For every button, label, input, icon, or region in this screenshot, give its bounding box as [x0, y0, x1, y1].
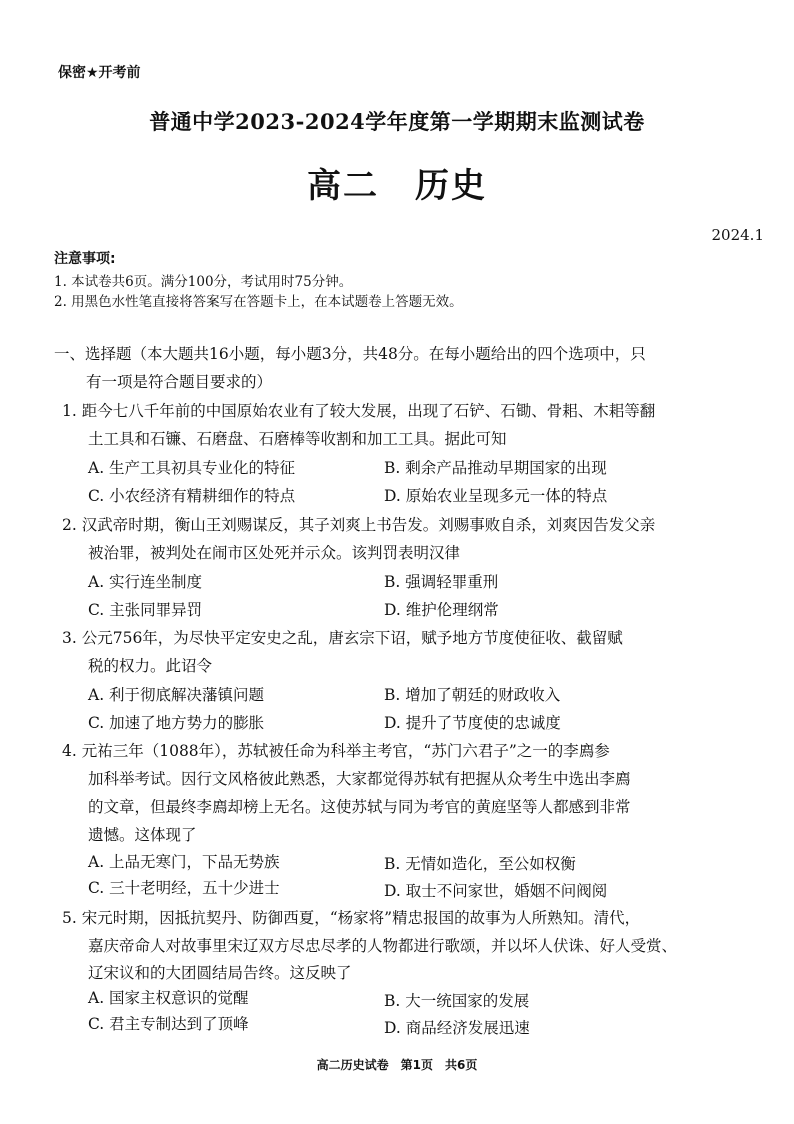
question-5-option-c: C. 君主专制达到了顶峰 [88, 1015, 249, 1033]
question-4-stem-line-4: 遗憾。这体现了 [88, 826, 197, 844]
question-1-option-c: C. 小农经济有精耕细作的特点 [88, 487, 296, 505]
subject-title: 高二 历史 [307, 166, 487, 206]
question-1-option-d: D. 原始农业呈现多元一体的特点 [384, 487, 608, 505]
notice-heading: 注意事项: [54, 251, 116, 267]
question-5-option-a: A. 国家主权意识的觉醒 [88, 989, 249, 1007]
question-3-option-d: D. 提升了节度使的忠诚度 [384, 714, 561, 732]
exam-date: 2024.1 [711, 226, 764, 244]
question-4-stem-line-3: 的文章，但最终李廌却榜上无名。这使苏轼与同为考官的黄庭坚等人都感到非常 [88, 798, 631, 816]
question-3-option-a: A. 利于彻底解决藩镇问题 [88, 686, 265, 704]
question-4-option-c: C. 三十老明经，五十少进士 [88, 879, 280, 897]
question-1-option-b: B. 剩余产品推动早期国家的出现 [384, 459, 607, 477]
notice-item-1: 1. 本试卷共6页。满分100分，考试用时75分钟。 [54, 274, 353, 290]
question-4-option-d: D. 取士不问家世，婚姻不问阀阅 [384, 882, 608, 900]
question-2-option-d: D. 维护伦理纲常 [384, 601, 499, 619]
question-1-option-a: A. 生产工具初具专业化的特征 [88, 459, 296, 477]
question-5-option-b: B. 大一统国家的发展 [384, 992, 530, 1010]
question-4-stem-line-1: 4. 元祐三年（1088年），苏轼被任命为科举主考官，“苏门六君子”之一的李廌参 [62, 742, 610, 760]
question-4-option-b: B. 无情如造化，至公如权衡 [384, 855, 576, 873]
question-5-option-d: D. 商品经济发展迅速 [384, 1019, 530, 1037]
exam-title: 普通中学2023-2024学年度第一学期期末监测试卷 [149, 109, 645, 134]
section-heading-line-1: 一、选择题（本大题共16小题，每小题3分，共48分。在每小题给出的四个选项中，只 [54, 345, 646, 363]
question-1-stem-line-2: 土工具和石镰、石磨盘、石磨棒等收割和加工工具。据此可知 [88, 430, 507, 448]
question-3-option-b: B. 增加了朝廷的财政收入 [384, 686, 561, 704]
question-2-stem-line-2: 被治罪，被判处在闹市区处死并示众。该判罚表明汉律 [88, 544, 461, 562]
question-4-stem-line-2: 加科举考试。因行文风格彼此熟悉，大家都觉得苏轼有把握从众考生中选出李廌 [88, 770, 631, 788]
question-3-option-c: C. 加速了地方势力的膨胀 [88, 714, 265, 732]
question-5-stem-line-3: 辽宋议和的大团圆结局告终。这反映了 [88, 964, 352, 982]
question-3-stem-line-2: 税的权力。此诏令 [88, 657, 213, 675]
question-5-stem-line-2: 嘉庆帝命人对故事里宋辽双方尽忠尽孝的人物都进行歌颂，并以坏人伏诛、好人受赏、 [88, 937, 678, 955]
notice-item-2: 2. 用黑色水性笔直接将答案写在答题卡上，在本试题卷上答题无效。 [54, 294, 463, 310]
question-3-stem-line-1: 3. 公元756年，为尽快平定安史之乱，唐玄宗下诏，赋予地方节度使征收、截留赋 [62, 629, 623, 647]
section-heading-line-2: 有一项是符合题目要求的） [86, 373, 273, 391]
question-5-stem-line-1: 5. 宋元时期，因抵抗契丹、防御西夏，“杨家将”精忠报国的故事为人所熟知。清代， [62, 909, 641, 927]
question-2-stem-line-1: 2. 汉武帝时期，衡山王刘赐谋反，其子刘爽上书告发。刘赐事败自杀，刘爽因告发父亲 [62, 516, 656, 534]
question-1-stem-line-1: 1. 距今七八千年前的中国原始农业有了较大发展，出现了石铲、石锄、骨耜、木耜等翻 [62, 402, 656, 420]
question-2-option-b: B. 强调轻罪重刑 [384, 573, 499, 591]
section-heading [54, 340, 744, 396]
question-2-option-c: C. 主张同罪异罚 [88, 601, 203, 619]
question-4-option-a: A. 上品无寒门，下品无势族 [88, 853, 280, 871]
question-2-option-a: A. 实行连坐制度 [88, 573, 203, 591]
confidential-label: 保密★开考前 [58, 65, 141, 81]
page-footer: 高二历史试卷 第1页 共6页 [316, 1058, 478, 1072]
